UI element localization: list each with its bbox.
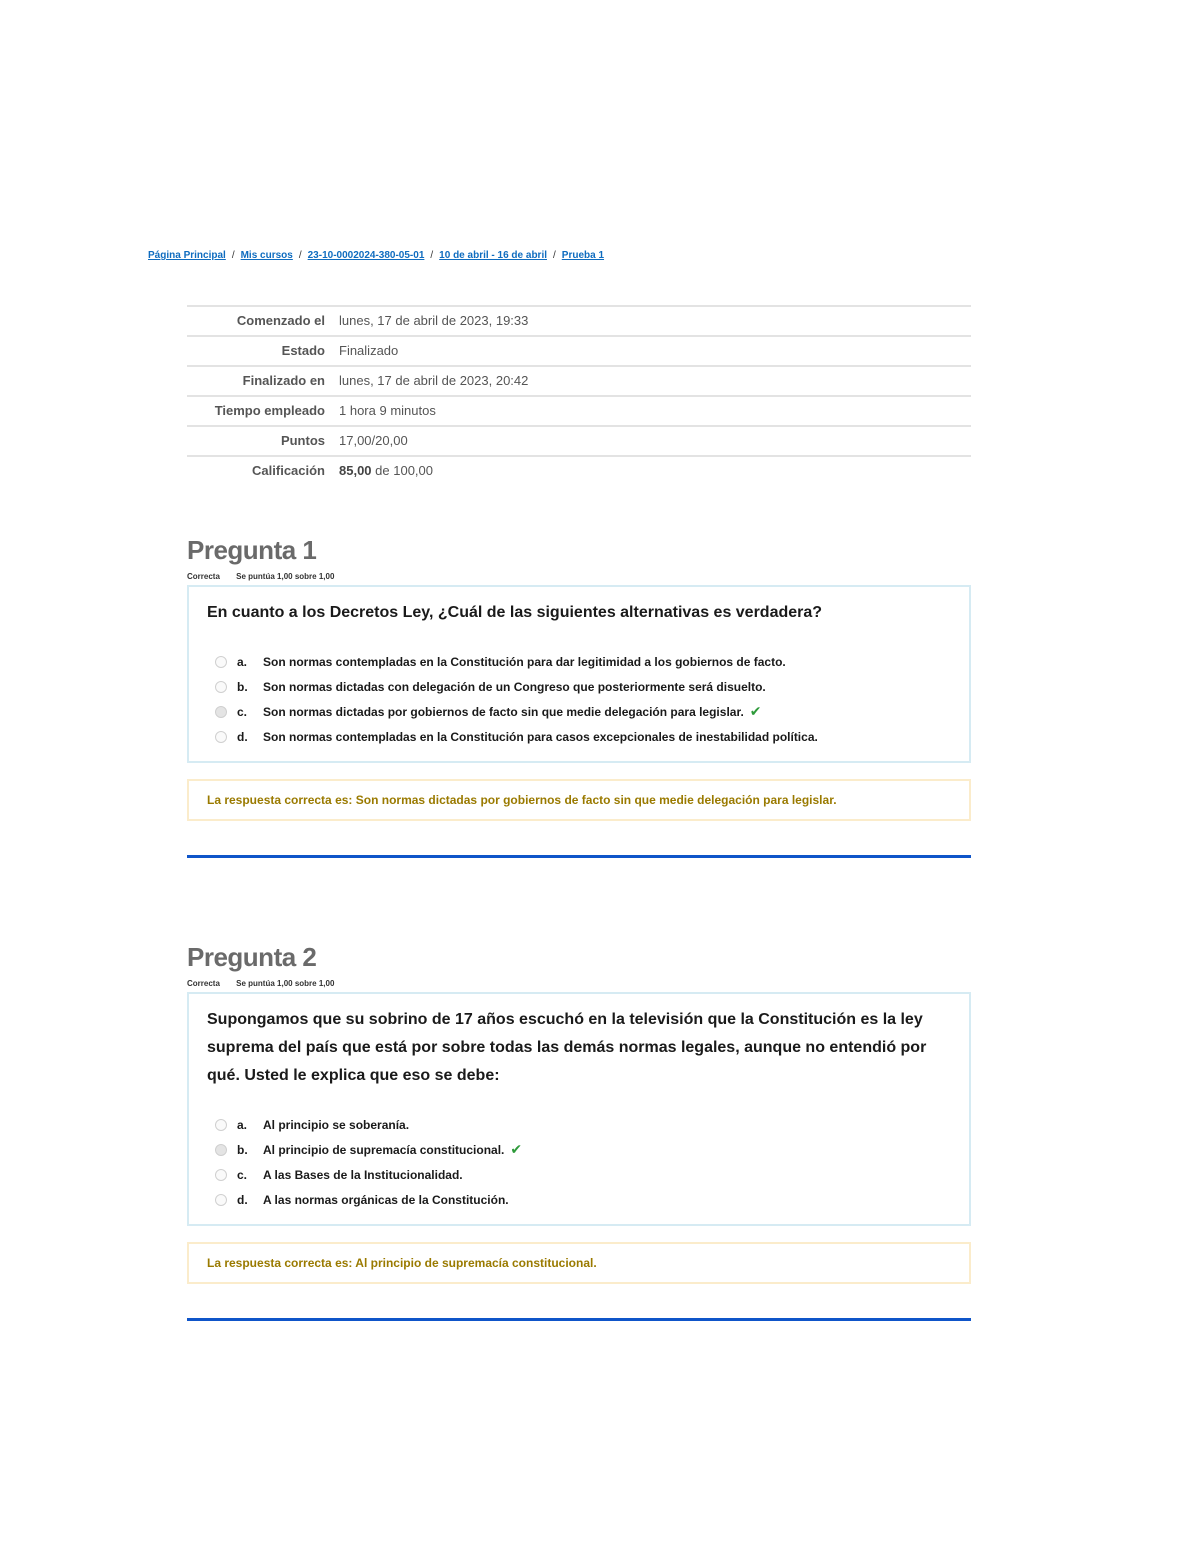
radio-icon[interactable] [215,681,227,693]
summary-row-marks [187,426,971,456]
breadcrumb-home-link[interactable]: Página Principal [148,250,226,261]
summary-value: lunes, 17 de abril de 2023, 20:42 [333,366,971,396]
summary-row-started [187,306,971,336]
question-info [187,979,971,988]
summary-label: Finalizado en [187,366,333,396]
breadcrumb-separator: / [553,250,556,261]
radio-icon[interactable] [215,1169,227,1181]
answer-option[interactable] [207,1112,951,1137]
summary-value: Finalizado [333,336,971,366]
answer-option-selected[interactable] [207,1137,951,1162]
breadcrumb-quiz-link[interactable]: Prueba 1 [561,250,605,261]
summary-row-time-taken [187,396,971,426]
answer-option[interactable] [207,1162,951,1187]
question-text: Supongamos que su sobrino de 17 años escuchó en la televisión que la Constitución es la ley suprema del país que está por sobre todas las demás normas legales, aunque no entendió por qué. Usted le explica que eso se debe: [207,1011,927,1084]
summary-label: Tiempo empleado [187,396,333,426]
question-score: Se puntúa 1,00 sobre 1,00 [236,572,335,581]
answer-text: Son normas dictadas por gobiernos de facto sin que medie delegación para legislar. [263,704,744,719]
breadcrumb-course-link[interactable]: 23-10-0002024-380-05-01 [307,250,425,261]
question-status: Correcta [187,572,220,581]
answer-option[interactable] [207,649,951,674]
check-icon: ✔ [749,703,762,719]
question-title: Pregunta 1 [187,535,317,565]
summary-label: Calificación [187,456,333,485]
answer-text: Son normas contempladas en la Constitución para casos excepcionales de inestabilidad política. [263,729,818,744]
answer-option[interactable] [207,724,951,749]
correct-answer-feedback: La respuesta correcta es: Son normas dictadas por gobiernos de facto sin que medie delegación para legislar. [187,779,971,821]
question-formulation [187,992,971,1226]
answer-letter: d. [237,1192,248,1207]
answer-letter: c. [237,1167,248,1182]
summary-row-state [187,336,971,366]
summary-label: Puntos [187,426,333,456]
question-info [187,572,971,581]
grade-value: 85,00 [339,463,372,478]
breadcrumb-separator: / [430,250,434,261]
question-1 [187,535,971,858]
answer-letter: a. [237,654,248,669]
breadcrumb-week-link[interactable]: 10 de abril - 16 de abril [439,250,547,261]
question-score: Se puntúa 1,00 sobre 1,00 [236,979,335,988]
summary-value: 17,00/20,00 [333,426,971,456]
breadcrumb-separator: / [298,250,302,261]
answer-letter: d. [237,729,248,744]
radio-icon[interactable] [215,731,227,743]
question-status: Correcta [187,979,220,988]
question-formulation [187,585,971,763]
answer-text: A las Bases de la Institucionalidad. [263,1167,463,1182]
question-divider [187,855,971,858]
answer-option[interactable] [207,1187,951,1212]
question-text: En cuanto a los Decretos Ley, ¿Cuál de las siguientes alternativas es verdadera? [207,604,823,621]
breadcrumb-my-courses-link[interactable]: Mis cursos [240,250,293,261]
summary-row-finished [187,366,971,396]
answer-letter: c. [237,704,248,719]
breadcrumb-separator: / [231,250,235,261]
answer-text: Al principio se soberanía. [263,1117,410,1132]
answer-text: Son normas dictadas con delegación de un Congreso que posteriormente será disuelto. [263,679,766,694]
answer-text: Son normas contempladas en la Constitución para dar legitimidad a los gobiernos de facto. [263,654,786,669]
answer-list [207,649,951,749]
question-2 [187,942,971,1321]
answer-list [207,1112,951,1212]
answer-text: A las normas orgánicas de la Constitución. [263,1192,509,1207]
correct-answer-feedback: La respuesta correcta es: Al principio de supremacía constitucional. [187,1242,971,1284]
summary-row-grade [187,456,971,485]
summary-value [333,456,971,485]
radio-icon[interactable] [215,1144,227,1156]
summary-value: lunes, 17 de abril de 2023, 19:33 [333,306,971,336]
answer-text: Al principio de supremacía constitucional. [263,1142,505,1157]
summary-label: Estado [187,336,333,366]
summary-value: 1 hora 9 minutos [333,396,971,426]
radio-icon[interactable] [215,706,227,718]
answer-letter: b. [237,1142,248,1157]
answer-option-selected[interactable] [207,699,951,724]
question-title: Pregunta 2 [187,942,317,972]
check-icon: ✔ [510,1141,523,1157]
answer-letter: b. [237,679,248,694]
answer-letter: a. [237,1117,248,1132]
radio-icon[interactable] [215,1119,227,1131]
grade-max: de 100,00 [371,463,433,478]
radio-icon[interactable] [215,656,227,668]
summary-label: Comenzado el [187,306,333,336]
attempt-summary-table [187,305,971,485]
question-divider [187,1318,971,1321]
answer-option[interactable] [207,674,951,699]
breadcrumb [148,250,604,261]
radio-icon[interactable] [215,1194,227,1206]
